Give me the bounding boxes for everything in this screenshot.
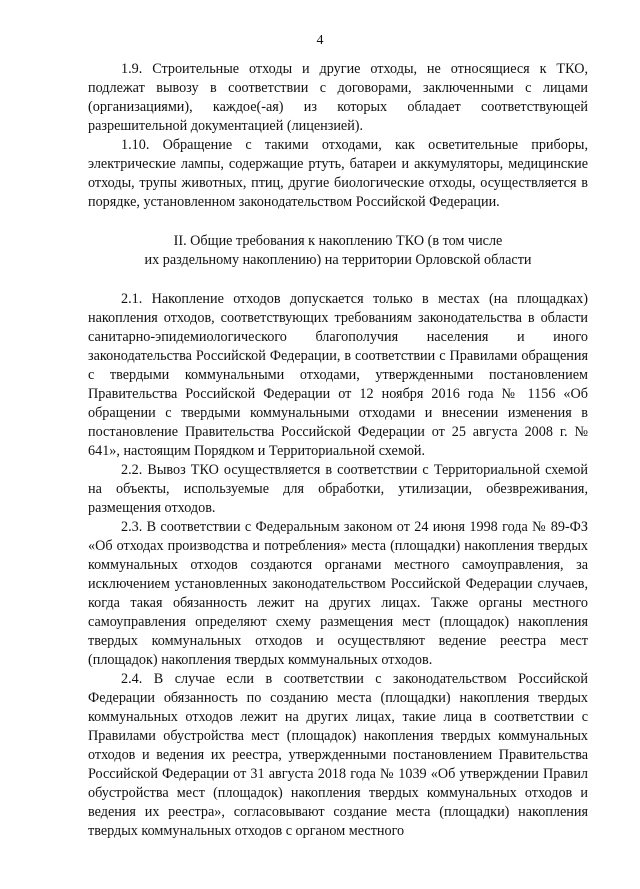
page-number: 4 [316, 33, 324, 48]
paragraph-2-2: 2.2. Вывоз ТКО осуществляется в соответствии с Территориальной схемой на объекты, используемые для обработки, утилизации, обезвреживания, размещения отходов. [88, 462, 588, 516]
paragraph-2-4: 2.4. В случае если в соответствии с законодательством Российской Федерации обязанность по созданию места (площадки) накопления твердых коммунальных отходов лежит на других лицах, такие лица в соответствии с Правилами обустройства мест (площадок) накопления твердых коммунальных отходов и ведения их реестра, утвержденными постановлением Правительства Российской Федерации от 31 августа 2018 года № 1039 «Об утверждении Правил обустройства мест (площадок) накопления твердых коммунальных отходов и ведения их реестра», согласовывают создание места (площадки) накопления твердых коммунальных отходов с органом местного [88, 671, 588, 839]
paragraph-1-9: 1.9. Строительные отходы и другие отходы, не относящиеся к ТКО, подлежат вывозу в соответствии с договорами, заключенными с лицами (организациями), каждое(-ая) из которых обладает соответствующей разрешительной документацией (лицензией). [88, 61, 588, 134]
document-body [88, 60, 588, 841]
paragraph-1-10: 1.10. Обращение с такими отходами, как осветительные приборы, электрические лампы, содержащие ртуть, батареи и аккумуляторы, медицинские отходы, трупы животных, птиц, другие биологические отходы, осуществляется в порядке, установленном законодательством Российской Федерации. [88, 137, 588, 210]
paragraph-2-1: 2.1. Накопление отходов допускается только в местах (на площадках) накопления отходов, соответствующих требованиям законодательства в области санитарно-эпидемиологического благополучия населения и иного законодательства Российской Федерации, в соответствии с Правилами обращения с твердыми коммунальными отходами, утвержденными постановлением Правительства Российской Федерации от 12 ноября 2016 года № 1156 «Об обращении с твердыми коммунальными отходами и внесении изменения в постановление Правительства Российской Федерации от 25 августа 2008 г. № 641», настоящим Порядком и Территориальной схемой. [88, 291, 588, 459]
section-heading-line-2: их раздельному накоплению) на территории Орловской области [144, 252, 532, 268]
section-heading [88, 232, 588, 270]
section-heading-line-1: II. Общие требования к накоплению ТКО (в том числе [173, 233, 503, 249]
paragraph-2-3: 2.3. В соответствии с Федеральным законом от 24 июня 1998 года № 89-ФЗ «Об отходах производства и потребления» места (площадки) накопления твердых коммунальных отходов создаются органами местного самоуправления, за исключением установленных законодательством Российской Федерации случаев, когда такая обязанность лежит на других лицах. Также органы местного самоуправления определяют схему размещения мест (площадок) накопления твердых коммунальных отходов и осуществляют ведение реестра мест (площадок) накопления твердых коммунальных отходов. [88, 519, 588, 668]
